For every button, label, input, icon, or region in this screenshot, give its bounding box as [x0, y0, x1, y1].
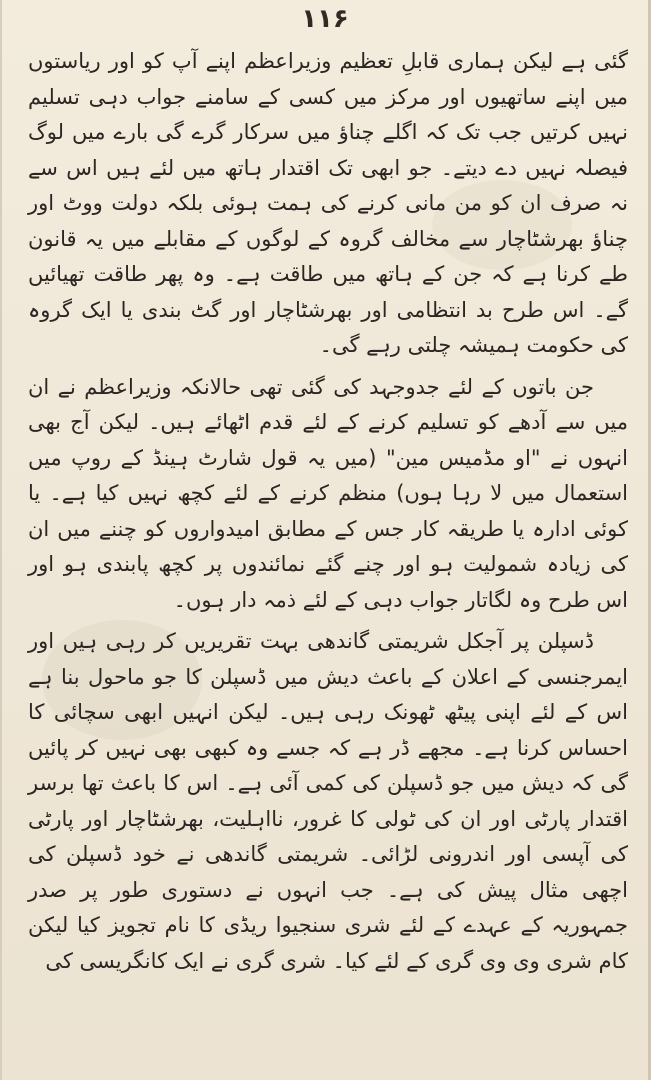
paragraph-3: ڈسپلن پر آجکل شریمتی گاندھی بہت تقریریں کر رہی ہیں اور ایمرجنسی کے اعلان کے باعث دیش میں ڈسپلن کا جو ماحول بنا ہے اس کے لئے اپنی پیٹھ ٹھونک رہی ہیں۔ لیکن انہیں ابھی سچائی کا احساس کرنا ہے۔ مجھے ڈر ہے کہ جسے وہ کبھی بھی نہیں کر پائیں گی کہ دیش میں جو ڈسپلن کی کمی آئی ہے۔ اس کا باعث تھا برسر اقتدار پارٹی اور ان کی ٹولی کا غرور، نااہلیت، بھرشٹاچار اور پارٹی کی آپسی اور اندرونی لڑائی۔ شریمتی گاندھی نے خود ڈسپلن کی اچھی مثال پیش کی ہے۔ جب انہوں نے دستوری طور پر صدر جمہوریہ کے عہدے کے لئے شری سنجیوا ریڈی کا نام تجویز کیا لیکن کام شری وی وی گری کے لئے کیا۔ شری گری نے ایک کانگریسی کی	[28, 629, 628, 973]
paragraph-1: گئی ہے لیکن ہماری قابلِ تعظیم وزیراعظم اپنے آپ کو اور ریاستوں میں اپنے ساتھیوں اور مرکز میں کسی کے سامنے جواب دہی تسلیم نہیں کرتیں جب تک کہ اگلے چناؤ میں سرکار گرے گی بارے میں لوگ فیصلہ نہیں دے دیتے۔ جو ابھی تک اقتدار ہاتھ میں لئے ہیں اس سے نہ صرف ان کو من مانی کرنے کی ہمت ہوئی بلکہ دولت ووٹ اور چناؤ بھرشٹاچار سے مخالف گروہ کے لوگوں کے مقابلے میں یہ قانون طے کرنا ہے کہ جن کے ہاتھ میں طاقت ہے۔ وہ پھر طاقت تھیائیں گے۔ اس طرح بد انتظامی اور بھرشٹاچار اور گٹ بندی یا ایک گروہ کی حکومت ہمیشہ چلتی رہے گی۔	[28, 49, 628, 357]
paragraph-2: جن باتوں کے لئے جدوجہد کی گئی تھی حالانکہ وزیراعظم نے ان میں سے آدھے کو تسلیم کرنے کے لئے قدم اٹھائے ہیں۔ لیکن آج بھی انہوں نے "او مڈمیس مین" (میں یہ قول شارٹ ہینڈ کے روپ میں استعمال میں لا رہا ہوں) منظم کرنے کے لئے کچھ نہیں کیا ہے۔ یا کوئی ادارہ یا طریقہ کار جس کے مطابق امیدواروں کو چننے میں ان کی زیادہ شمولیت ہو اور چنے گئے نمائندوں پر کچھ پابندی ہو اور اس طرح وہ لگاتار جواب دہی کے لئے ذمہ دار ہوں۔	[28, 374, 628, 612]
body-text	[28, 44, 628, 985]
page-number: ۱۱۶	[301, 4, 349, 34]
